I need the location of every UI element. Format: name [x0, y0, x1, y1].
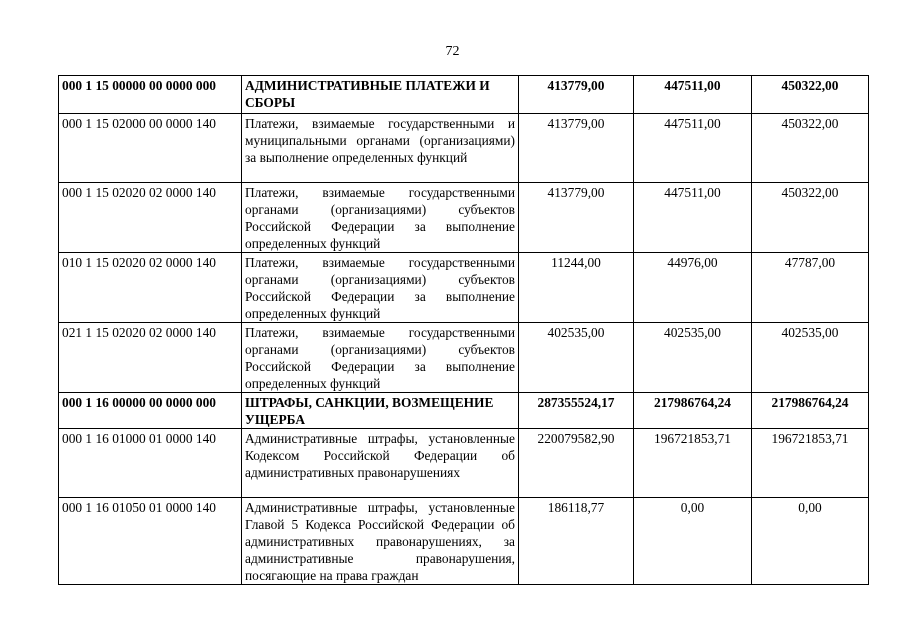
- revenue-name-cell: Административные штрафы, установленные Главой 5 Кодекса Российской Федерации об административных правонарушениях, за административные правонарушения, посягающие на права граждан: [242, 498, 519, 585]
- value-year-3-cell: 450322,00: [752, 114, 869, 183]
- table-row: [59, 114, 869, 183]
- budget-revenue-table: [58, 75, 869, 585]
- budget-code-cell: 000 1 16 00000 00 0000 000: [59, 393, 242, 429]
- value-year-2-cell: 447511,00: [634, 183, 752, 253]
- value-year-3-cell: 402535,00: [752, 323, 869, 393]
- revenue-name-cell: ШТРАФЫ, САНКЦИИ, ВОЗМЕЩЕНИЕ УЩЕРБА: [242, 393, 519, 429]
- value-year-3-cell: 217986764,24: [752, 393, 869, 429]
- value-year-1-cell: 402535,00: [519, 323, 634, 393]
- revenue-name-cell: Платежи, взимаемые государственными и муниципальными органами (организациями) за выполнение определенных функций: [242, 114, 519, 183]
- budget-code-cell: 021 1 15 02020 02 0000 140: [59, 323, 242, 393]
- value-year-1-cell: 413779,00: [519, 183, 634, 253]
- budget-code-cell: 000 1 16 01050 01 0000 140: [59, 498, 242, 585]
- table-row: [59, 323, 869, 393]
- revenue-name-cell: АДМИНИСТРАТИВНЫЕ ПЛАТЕЖИ И СБОРЫ: [242, 76, 519, 114]
- table-row: [59, 429, 869, 498]
- value-year-1-cell: 11244,00: [519, 253, 634, 323]
- value-year-2-cell: 44976,00: [634, 253, 752, 323]
- value-year-2-cell: 402535,00: [634, 323, 752, 393]
- value-year-1-cell: 413779,00: [519, 114, 634, 183]
- budget-code-cell: 010 1 15 02020 02 0000 140: [59, 253, 242, 323]
- value-year-2-cell: 196721853,71: [634, 429, 752, 498]
- revenue-name-cell: Платежи, взимаемые государственными органами (организациями) субъектов Российской Федерации за выполнение определенных функций: [242, 183, 519, 253]
- value-year-3-cell: 196721853,71: [752, 429, 869, 498]
- table-row: [59, 183, 869, 253]
- table-row: [59, 253, 869, 323]
- value-year-2-cell: 217986764,24: [634, 393, 752, 429]
- value-year-2-cell: 447511,00: [634, 76, 752, 114]
- budget-code-cell: 000 1 16 01000 01 0000 140: [59, 429, 242, 498]
- budget-code-cell: 000 1 15 02000 00 0000 140: [59, 114, 242, 183]
- value-year-3-cell: 47787,00: [752, 253, 869, 323]
- value-year-1-cell: 220079582,90: [519, 429, 634, 498]
- revenue-name-cell: Платежи, взимаемые государственными органами (организациями) субъектов Российской Федерации за выполнение определенных функций: [242, 323, 519, 393]
- value-year-3-cell: 450322,00: [752, 76, 869, 114]
- value-year-2-cell: 0,00: [634, 498, 752, 585]
- table-row: [59, 498, 869, 585]
- value-year-1-cell: 287355524,17: [519, 393, 634, 429]
- budget-code-cell: 000 1 15 00000 00 0000 000: [59, 76, 242, 114]
- revenue-name-cell: Административные штрафы, установленные Кодексом Российской Федерации об административных правонарушениях: [242, 429, 519, 498]
- value-year-1-cell: 186118,77: [519, 498, 634, 585]
- page-number: 72: [445, 44, 460, 59]
- value-year-1-cell: 413779,00: [519, 76, 634, 114]
- table-row: [59, 393, 869, 429]
- value-year-3-cell: 0,00: [752, 498, 869, 585]
- value-year-2-cell: 447511,00: [634, 114, 752, 183]
- table-row: [59, 76, 869, 114]
- value-year-3-cell: 450322,00: [752, 183, 869, 253]
- budget-code-cell: 000 1 15 02020 02 0000 140: [59, 183, 242, 253]
- revenue-name-cell: Платежи, взимаемые государственными органами (организациями) субъектов Российской Федерации за выполнение определенных функций: [242, 253, 519, 323]
